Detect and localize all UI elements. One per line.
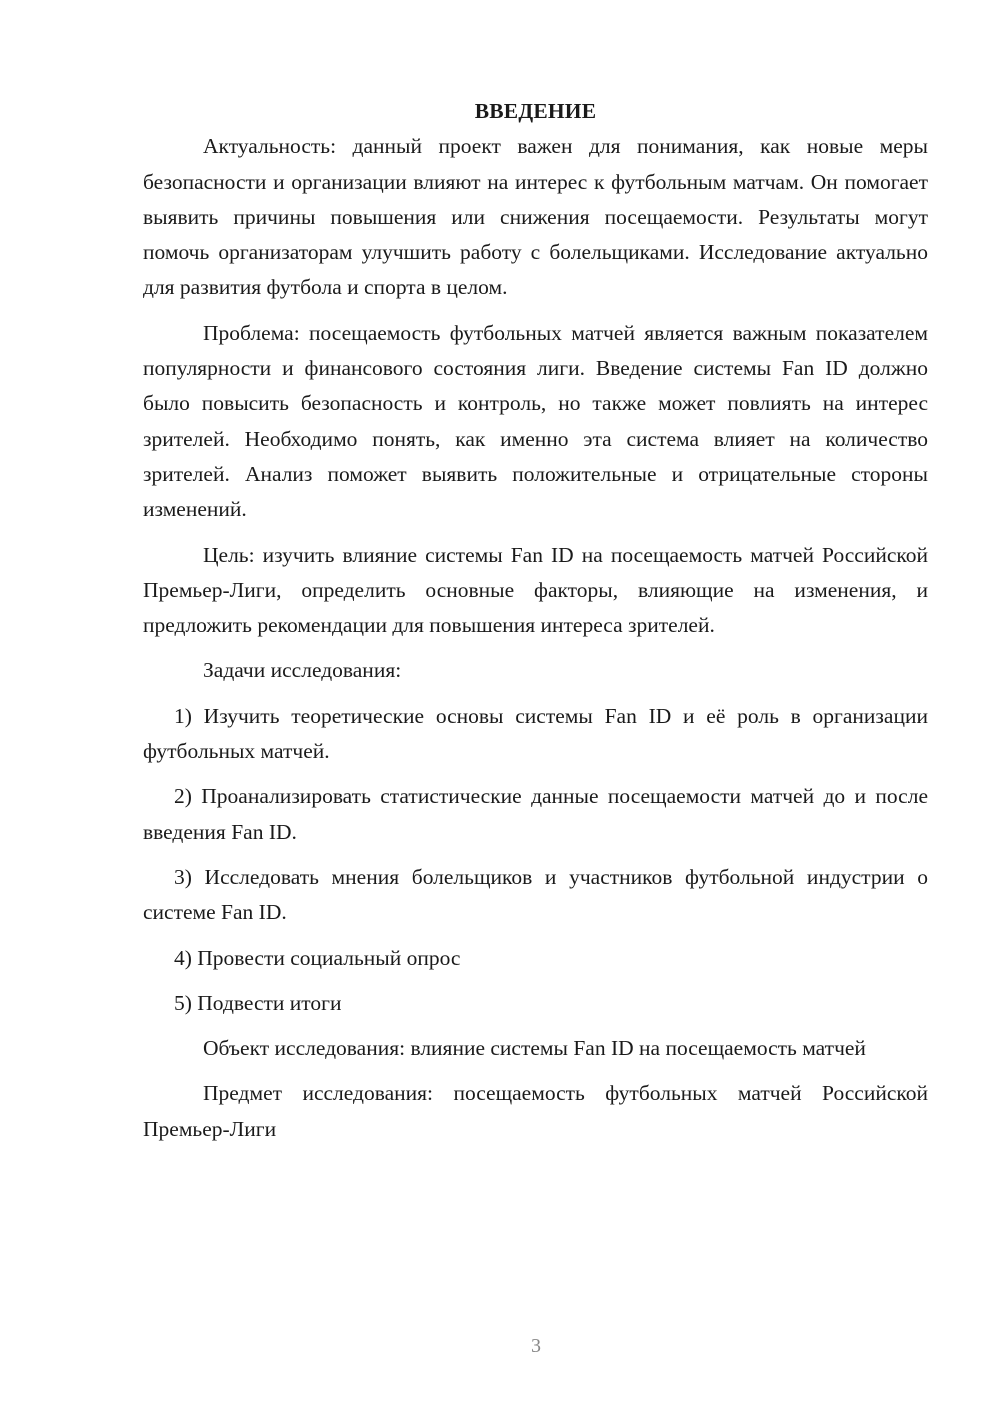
- section-heading: ВВЕДЕНИЕ: [474, 99, 597, 123]
- task-item: 5) Подвести итоги: [174, 990, 342, 1015]
- page-content: [143, 94, 928, 1157]
- tasks-heading: Задачи исследования:: [203, 658, 402, 683]
- task-item: 3) Исследовать мнения болельщиков и участников футбольной индустрии о системе Fan ID.: [143, 864, 928, 925]
- goal-paragraph: Цель: изучить влияние системы Fan ID на посещаемость матчей Российской Премьер-Лиги, определить основные факторы, влияющие на изменения, и предложить рекомендации для повышения интереса зрителей.: [143, 542, 928, 638]
- task-item: 4) Провести социальный опрос: [174, 945, 461, 970]
- task-item: 2) Проанализировать статистические данные посещаемости матчей до и после введения Fan ID.: [143, 784, 928, 844]
- object-paragraph: Объект исследования: влияние системы Fan ID на посещаемость матчей: [203, 1036, 866, 1061]
- problem-paragraph: Проблема: посещаемость футбольных матчей является важным показателем популярности и финансового состояния лиги. Введение системы Fan ID должно было повысить безопасность и контроль, но также может повлиять на интерес зрителей. Необходимо понять, как именно эта система влияет на количество зрителей. Анализ поможет выявить положительные и отрицательные стороны изменений.: [143, 320, 928, 522]
- page-number: 3: [531, 1335, 541, 1357]
- subject-paragraph: Предмет исследования: посещаемость футбольных матчей Российской Премьер-Лиги: [143, 1081, 928, 1141]
- relevance-paragraph: Актуальность: данный проект важен для понимания, как новые меры безопасности и организации влияют на интерес к футбольным матчам. Он помогает выявить причины повышения или снижения посещаемости. Результаты могут помочь организаторам улучшить работу с болельщиками. Исследование актуально для развития футбола и спорта в целом.: [143, 134, 928, 300]
- task-item: 1) Изучить теоретические основы системы Fan ID и её роль в организации футбольных матчей.: [143, 703, 928, 764]
